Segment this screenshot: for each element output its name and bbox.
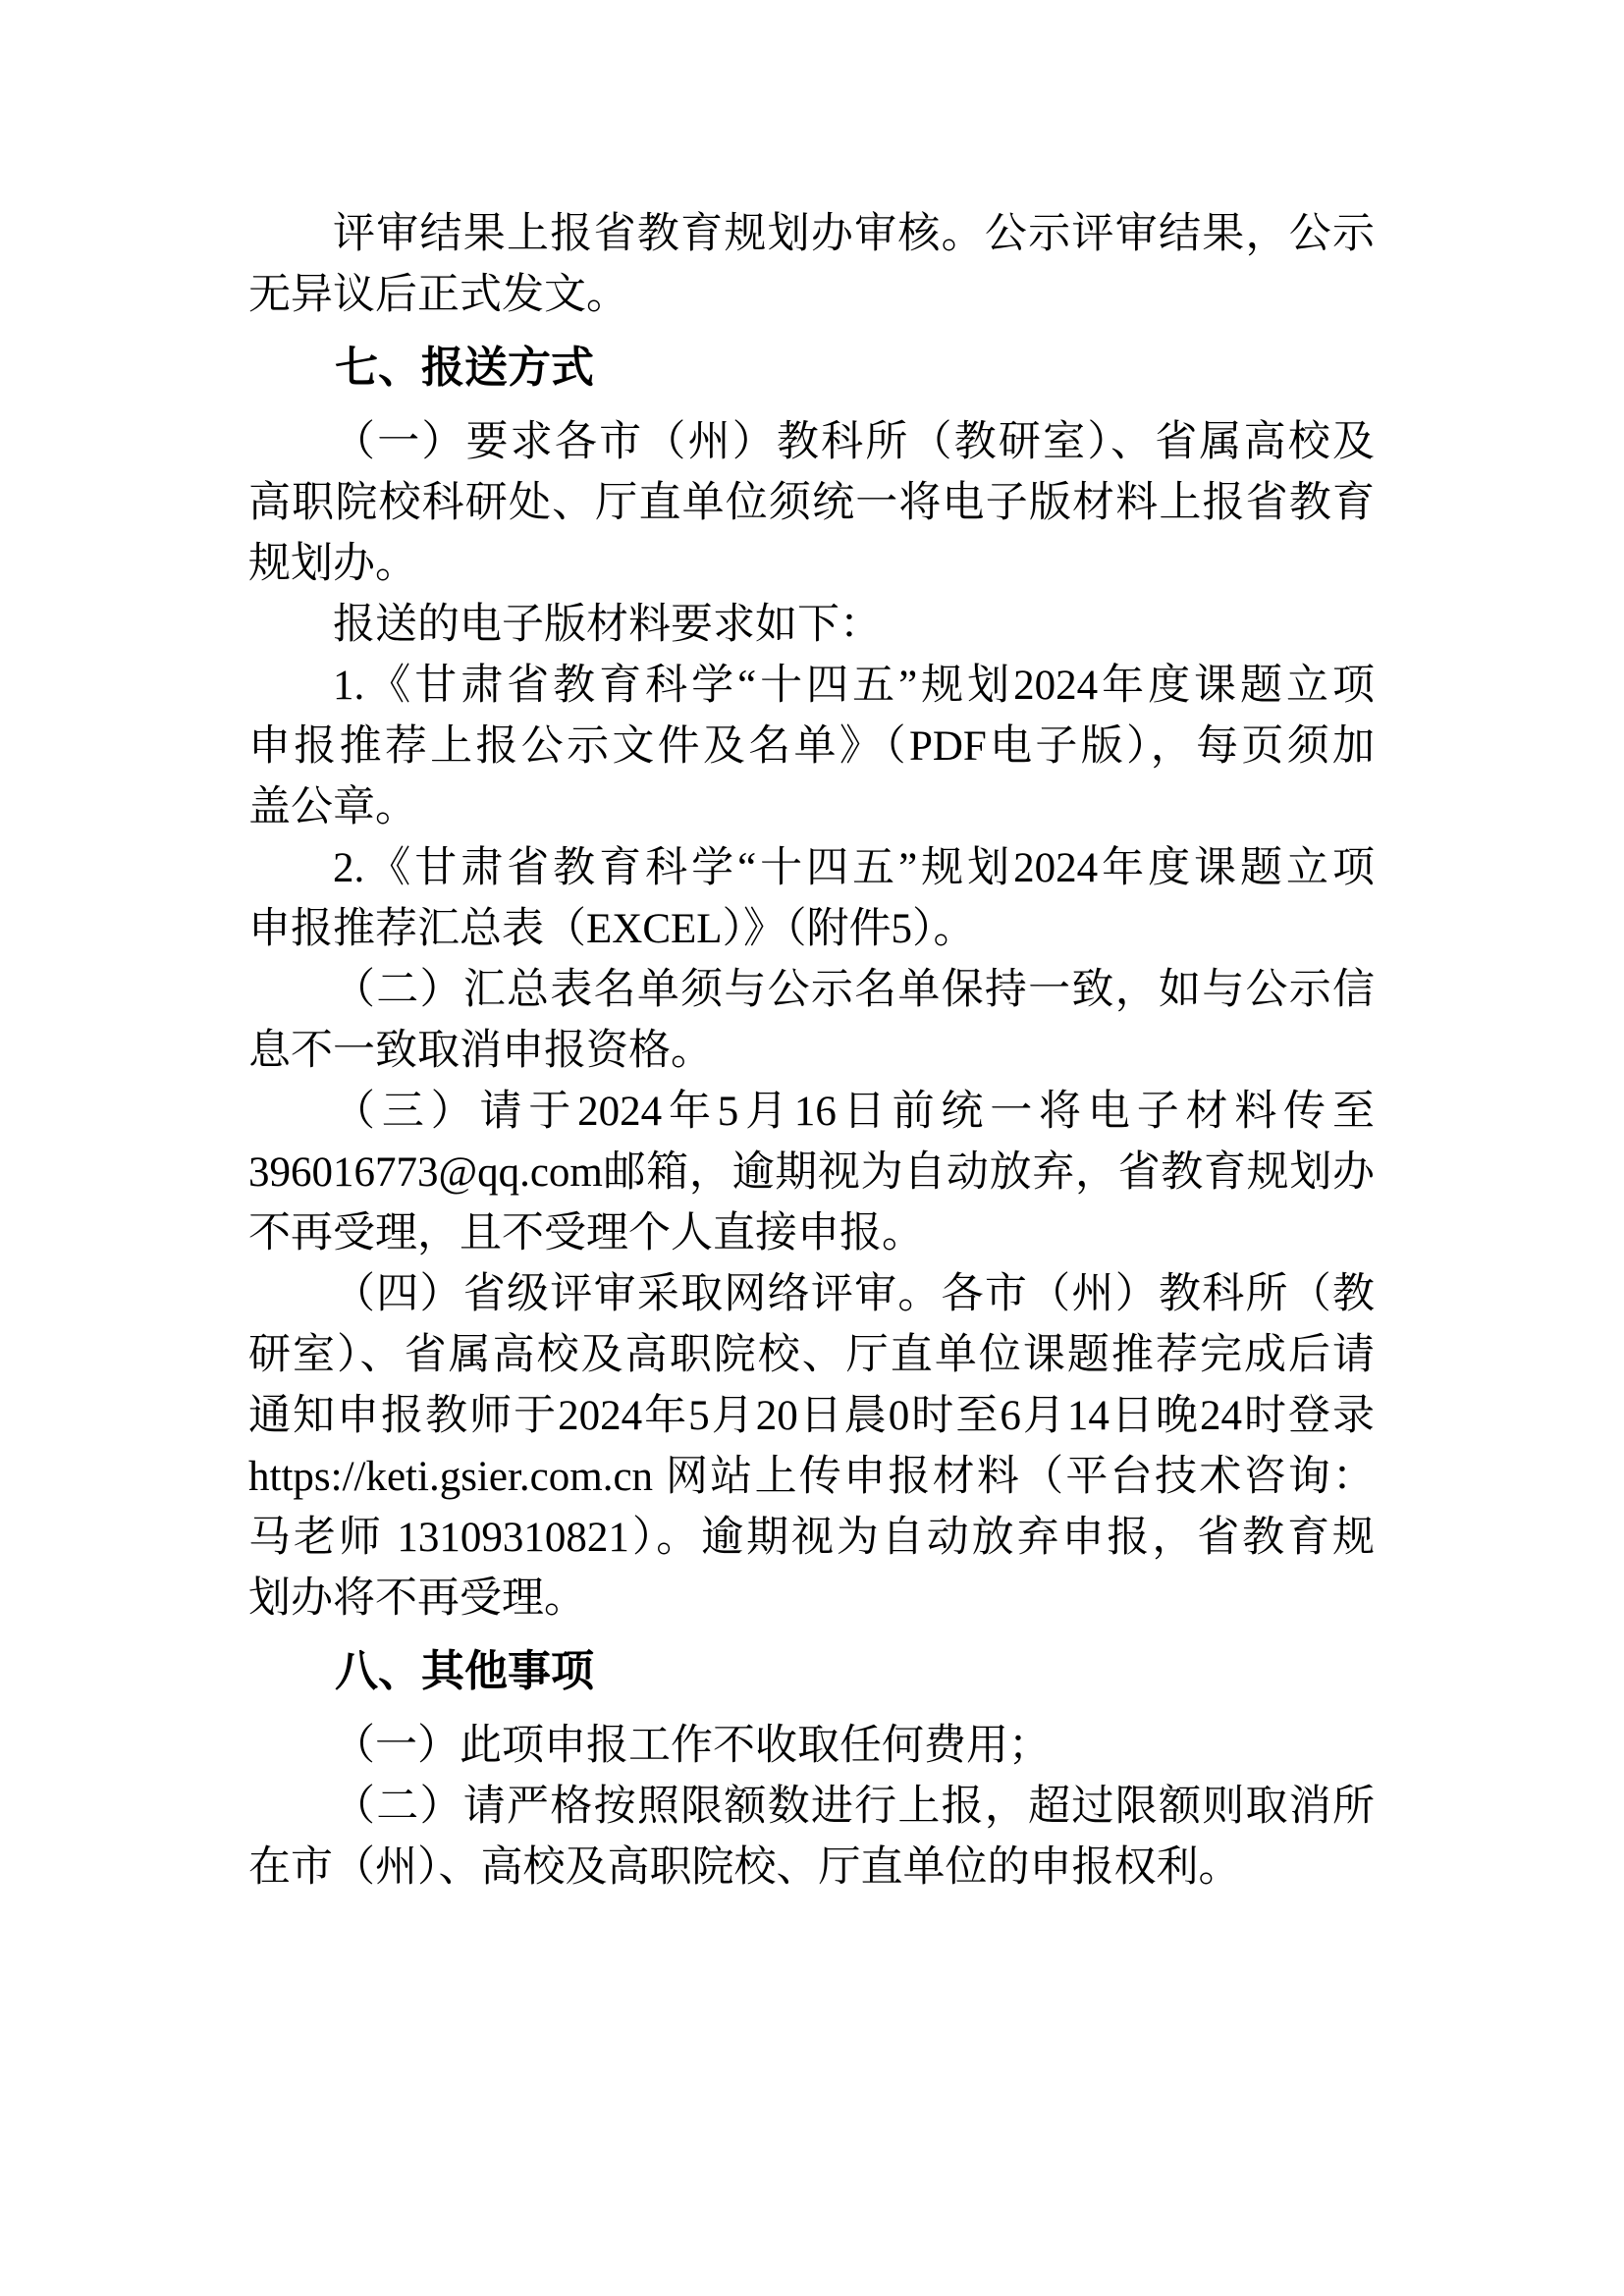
text-line: 1.《甘肃省教育科学“十四五”规划2024年度课题立项 bbox=[333, 663, 1375, 709]
text-line: （三）请于2024年5月16日前统一将电子材料传至 bbox=[333, 1089, 1375, 1135]
text-line: （一）此项申报工作不收取任何费用； bbox=[333, 1723, 1051, 1769]
text-line: 评审结果上报省教育规划办审核。公示评审结果，公示 bbox=[333, 211, 1375, 257]
text-line: 在市（州）、高校及高职院校、厅直单位的申报权利。 bbox=[248, 1844, 1241, 1891]
text-line: 396016773@qq.com邮箱，逾期视为自动放弃，省教育规划办 bbox=[248, 1149, 1375, 1196]
text-line: https://keti.gsier.com.cn 网站上传申报材料（平台技术咨询： bbox=[248, 1454, 1375, 1500]
text-line: 无异议后正式发文。 bbox=[248, 272, 628, 318]
text-line: （二）汇总表名单须与公示名单保持一致，如与公示信 bbox=[333, 967, 1375, 1013]
text-line: 研室）、省属高校及高职院校、厅直单位课题推荐完成后请 bbox=[248, 1332, 1375, 1378]
text-line: 规划办。 bbox=[248, 541, 417, 587]
text-line: 申报推荐上报公示文件及名单》（PDF电子版），每页须加 bbox=[248, 723, 1375, 770]
text-line: 划办将不再受理。 bbox=[248, 1575, 586, 1622]
text-line: （四）省级评审采取网络评审。各市（州）教科所（教 bbox=[333, 1271, 1375, 1317]
text-line: 盖公章。 bbox=[248, 784, 417, 830]
text-line: 通知申报教师于2024年5月20日晨0时至6月14日晚24时登录 bbox=[248, 1393, 1375, 1439]
text-line: 息不一致取消申报资格。 bbox=[248, 1028, 713, 1074]
text-line: 马老师 13109310821）。逾期视为自动放弃申报，省教育规 bbox=[248, 1515, 1375, 1561]
text-line: 申报推荐汇总表（EXCEL）》（附件5）。 bbox=[248, 906, 976, 952]
text-line: 高职院校科研处、厅直单位须统一将电子版材料上报省教育 bbox=[248, 480, 1375, 526]
section-heading-other-matters: 八、其他事项 bbox=[335, 1647, 594, 1695]
section-heading-submission-method: 七、报送方式 bbox=[335, 344, 594, 392]
text-line: 报送的电子版材料要求如下： bbox=[333, 602, 882, 648]
text-line: 不再受理，且不受理个人直接申报。 bbox=[248, 1210, 924, 1256]
text-line: （一）要求各市（州）教科所（教研室）、省属高校及 bbox=[333, 419, 1375, 465]
text-line: 2.《甘肃省教育科学“十四五”规划2024年度课题立项 bbox=[333, 845, 1375, 891]
text-line: （二）请严格按照限额数进行上报，超过限额则取消所 bbox=[333, 1784, 1375, 1830]
